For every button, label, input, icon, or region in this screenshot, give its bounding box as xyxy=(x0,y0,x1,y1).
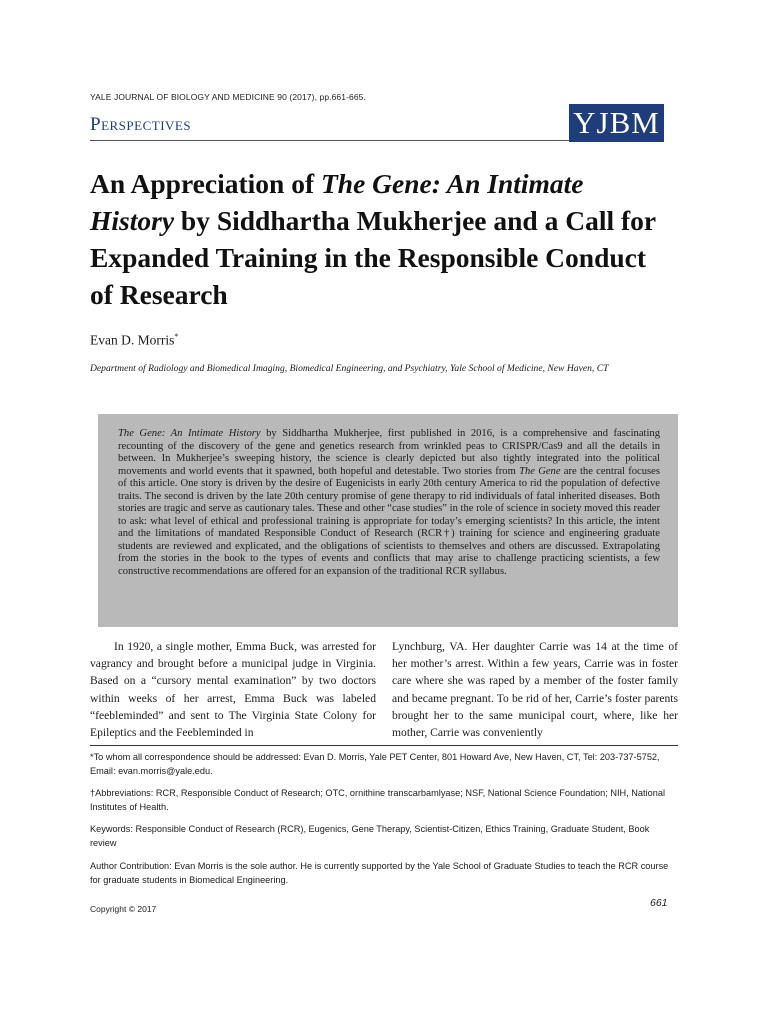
title-book-name: The Gene: An Intimate History xyxy=(90,168,584,236)
title-part-1: An Appreciation of xyxy=(90,168,321,199)
journal-citation: YALE JOURNAL OF BIOLOGY AND MEDICINE 90 (2017), pp.661-665. xyxy=(90,92,366,102)
title-part-2: by Siddhartha Mukherjee and a Call for Expanded Training in the Responsible Conduct of Research xyxy=(90,205,656,310)
footnote-keywords: Keywords: Responsible Conduct of Research (RCR), Eugenics, Gene Therapy, Scientist-Citizen, Ethics Training, Graduate Student, Book review xyxy=(90,824,650,848)
abstract-part-2: are the central focuses of this article. One story is driven by the desire of Eugenicists in early 20th century America to rid the population of defective traits. The second is driven by the late 20th century promise of gene therapy to rid individuals of fatal inherited diseases. Both stories are tragic and serve as cautionary tales. These and other “case studies” in the role of science in society moved this reader to ask: what level of ethical and professional training is appropriate for today’s emerging scientists? In this article, the intent and the limitations of mandated Responsible Conduct of Research (RCR†) training for science and engineering graduate students are reviewed and explicated, and the obligations of scientists to themselves and others are discussed. Extrapolating from the stories in the book to the types of events and conflicts that may arise to challenge practicing scientists, a few constructive recommendations are offered for an expansion of the traditional RCR syllabus. xyxy=(118,465,661,577)
abstract-text xyxy=(118,428,660,578)
page-number: 661 xyxy=(650,897,668,909)
article-title xyxy=(90,165,660,313)
body-column-right: Lynchburg, VA. Her daughter Carrie was 14 at the time of her mother’s arrest. Within a few years, Carrie was in foster care where she was raped by a member of the foster family and became pregnant. To be rid of her, Carrie’s foster parents brought her to the same municipal court, where, like her mother, Carrie was conveniently xyxy=(392,640,678,740)
abstract-book-title: The Gene: An Intimate History xyxy=(118,428,261,439)
author-affiliation: Department of Radiology and Biomedical Imaging, Biomedical Engineering, and Psychiatry, Yale School of Medicine, New Haven, CT xyxy=(90,363,609,374)
header-divider xyxy=(90,140,569,141)
abstract-part-1: by Siddhartha Mukherjee, first published in 2016, is a comprehensive and fascinating recounting of the discovery of the gene and genetics research from wrinkled peas to CRISPR/Cas9 and all the details in between. In Mukherjee’s sweeping history, the science is clearly depicted but also tightly integrated into the political movements and world events that it spawned, both hopeful and detestable. Two stories from xyxy=(118,428,661,477)
author-footnote-mark: * xyxy=(174,332,179,341)
copyright: Copyright © 2017 xyxy=(90,904,157,914)
author-text: Evan D. Morris xyxy=(90,332,175,348)
footnote-abbreviations: †Abbreviations: RCR, Responsible Conduct of Research; OTC, ornithine transcarbamlyase; NSF, National Science Foundation; NIH, National Institutes of Health. xyxy=(90,788,666,812)
footnote-correspondence: *To whom all correspondence should be addressed: Evan D. Morris, Yale PET Center, 801 Howard Ave, New Haven, CT, Tel: 203-737-5752, Email: evan.morris@yale.edu. xyxy=(90,752,660,776)
body-column-left: In 1920, a single mother, Emma Buck, was arrested for vagrancy and brought before a municipal judge in Virginia. Based on a “cursory mental examination” by two doctors within weeks of her arrest, Emma Buck was labeled “feebleminded” and sent to The Virginia State Colony for Epileptics and the Feebleminded in xyxy=(90,640,376,740)
footnote-contribution: Author Contribution: Evan Morris is the sole author. He is currently supported by the Yale School of Graduate Studies to teach the RCR course for graduate students in Biomedical Engineering. xyxy=(90,861,669,885)
footnote-divider xyxy=(90,745,678,746)
section-label: Perspectives xyxy=(90,114,192,135)
abstract-book-short-title: The Gene xyxy=(519,465,561,477)
abstract-box xyxy=(98,414,678,627)
journal-logo: YJBM xyxy=(569,104,664,142)
author-name xyxy=(90,332,178,349)
